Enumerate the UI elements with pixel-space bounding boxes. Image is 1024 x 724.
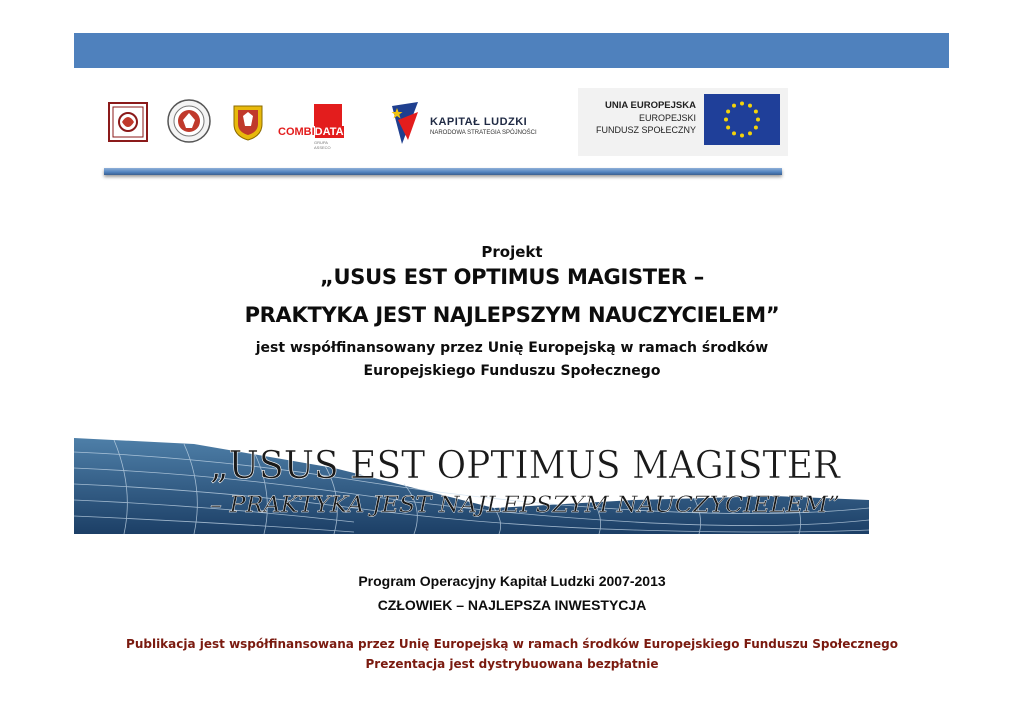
- distribution-note: Prezentacja jest dystrybuowana bezpłatnie: [365, 657, 659, 671]
- eu-star-icon: [726, 126, 730, 130]
- eu-star-icon: [754, 126, 758, 130]
- kapital-ludzki-subtitle: NARODOWA STRATEGIA SPÓJNOŚCI: [430, 130, 537, 136]
- eu-star-icon: [740, 134, 744, 138]
- eu-line-2: EUROPEJSKI: [638, 113, 696, 123]
- seal-logo: [166, 98, 212, 144]
- projekt-label: Projekt: [481, 243, 543, 261]
- combidata-right-text: DATA: [314, 126, 344, 138]
- project-title-line-2: PRAKTYKA JEST NAJLEPSZYM NAUCZYCIELEM”: [244, 303, 780, 327]
- banner-title-line-2: – PRAKTYKA JEST NAJLEPSZYM NAUCZYCIELEM”: [210, 493, 840, 518]
- kapital-ludzki-title: KAPITAŁ LUDZKI: [430, 116, 528, 128]
- eu-star-icon: [732, 131, 736, 135]
- university-logo: [108, 102, 148, 142]
- eu-star-icon: [724, 118, 728, 122]
- combidata-logo: [278, 104, 344, 150]
- eu-line-1: UNIA EUROPEJSKA: [605, 100, 696, 111]
- eu-star-icon: [756, 118, 760, 122]
- eu-line-3: FUNDUSZ SPOŁECZNY: [596, 125, 697, 135]
- project-banner: [74, 438, 869, 534]
- program-line-2: CZŁOWIEK – NAJLEPSZA INWESTYCJA: [377, 597, 647, 613]
- header-bar: [74, 33, 949, 68]
- logo-divider: [104, 168, 782, 175]
- project-title-line-1: „USUS EST OPTIMUS MAGISTER –: [320, 265, 704, 289]
- funding-line-2: Europejskiego Funduszu Społecznego: [363, 363, 661, 379]
- eu-logo-text: [596, 100, 696, 136]
- eu-star-icon: [732, 104, 736, 108]
- banner-title-line-1: „USUS EST OPTIMUS MAGISTER: [210, 443, 842, 487]
- eu-star-icon: [726, 110, 730, 114]
- combidata-left-text: COMBI: [278, 126, 315, 138]
- combidata-sub-text: GRUPA ASSECO: [314, 140, 331, 150]
- kapital-ludzki-logo: [388, 100, 424, 146]
- eu-star-icon: [748, 131, 752, 135]
- eu-star-icon: [754, 110, 758, 114]
- eu-star-icon: [748, 104, 752, 108]
- funding-line-1: jest współfinansowany przez Unię Europejską w ramach środków: [255, 340, 769, 356]
- publication-note: Publikacja jest współfinansowana przez Unię Europejską w ramach środków Europejskiego Funduszu Społecznego: [126, 637, 898, 651]
- eu-flag-icon: [704, 94, 780, 145]
- program-line-1: Program Operacyjny Kapitał Ludzki 2007-2013: [358, 573, 666, 589]
- eu-star-icon: [740, 102, 744, 106]
- kapital-ludzki-text: [430, 116, 537, 136]
- coat-of-arms-logo: [232, 102, 264, 142]
